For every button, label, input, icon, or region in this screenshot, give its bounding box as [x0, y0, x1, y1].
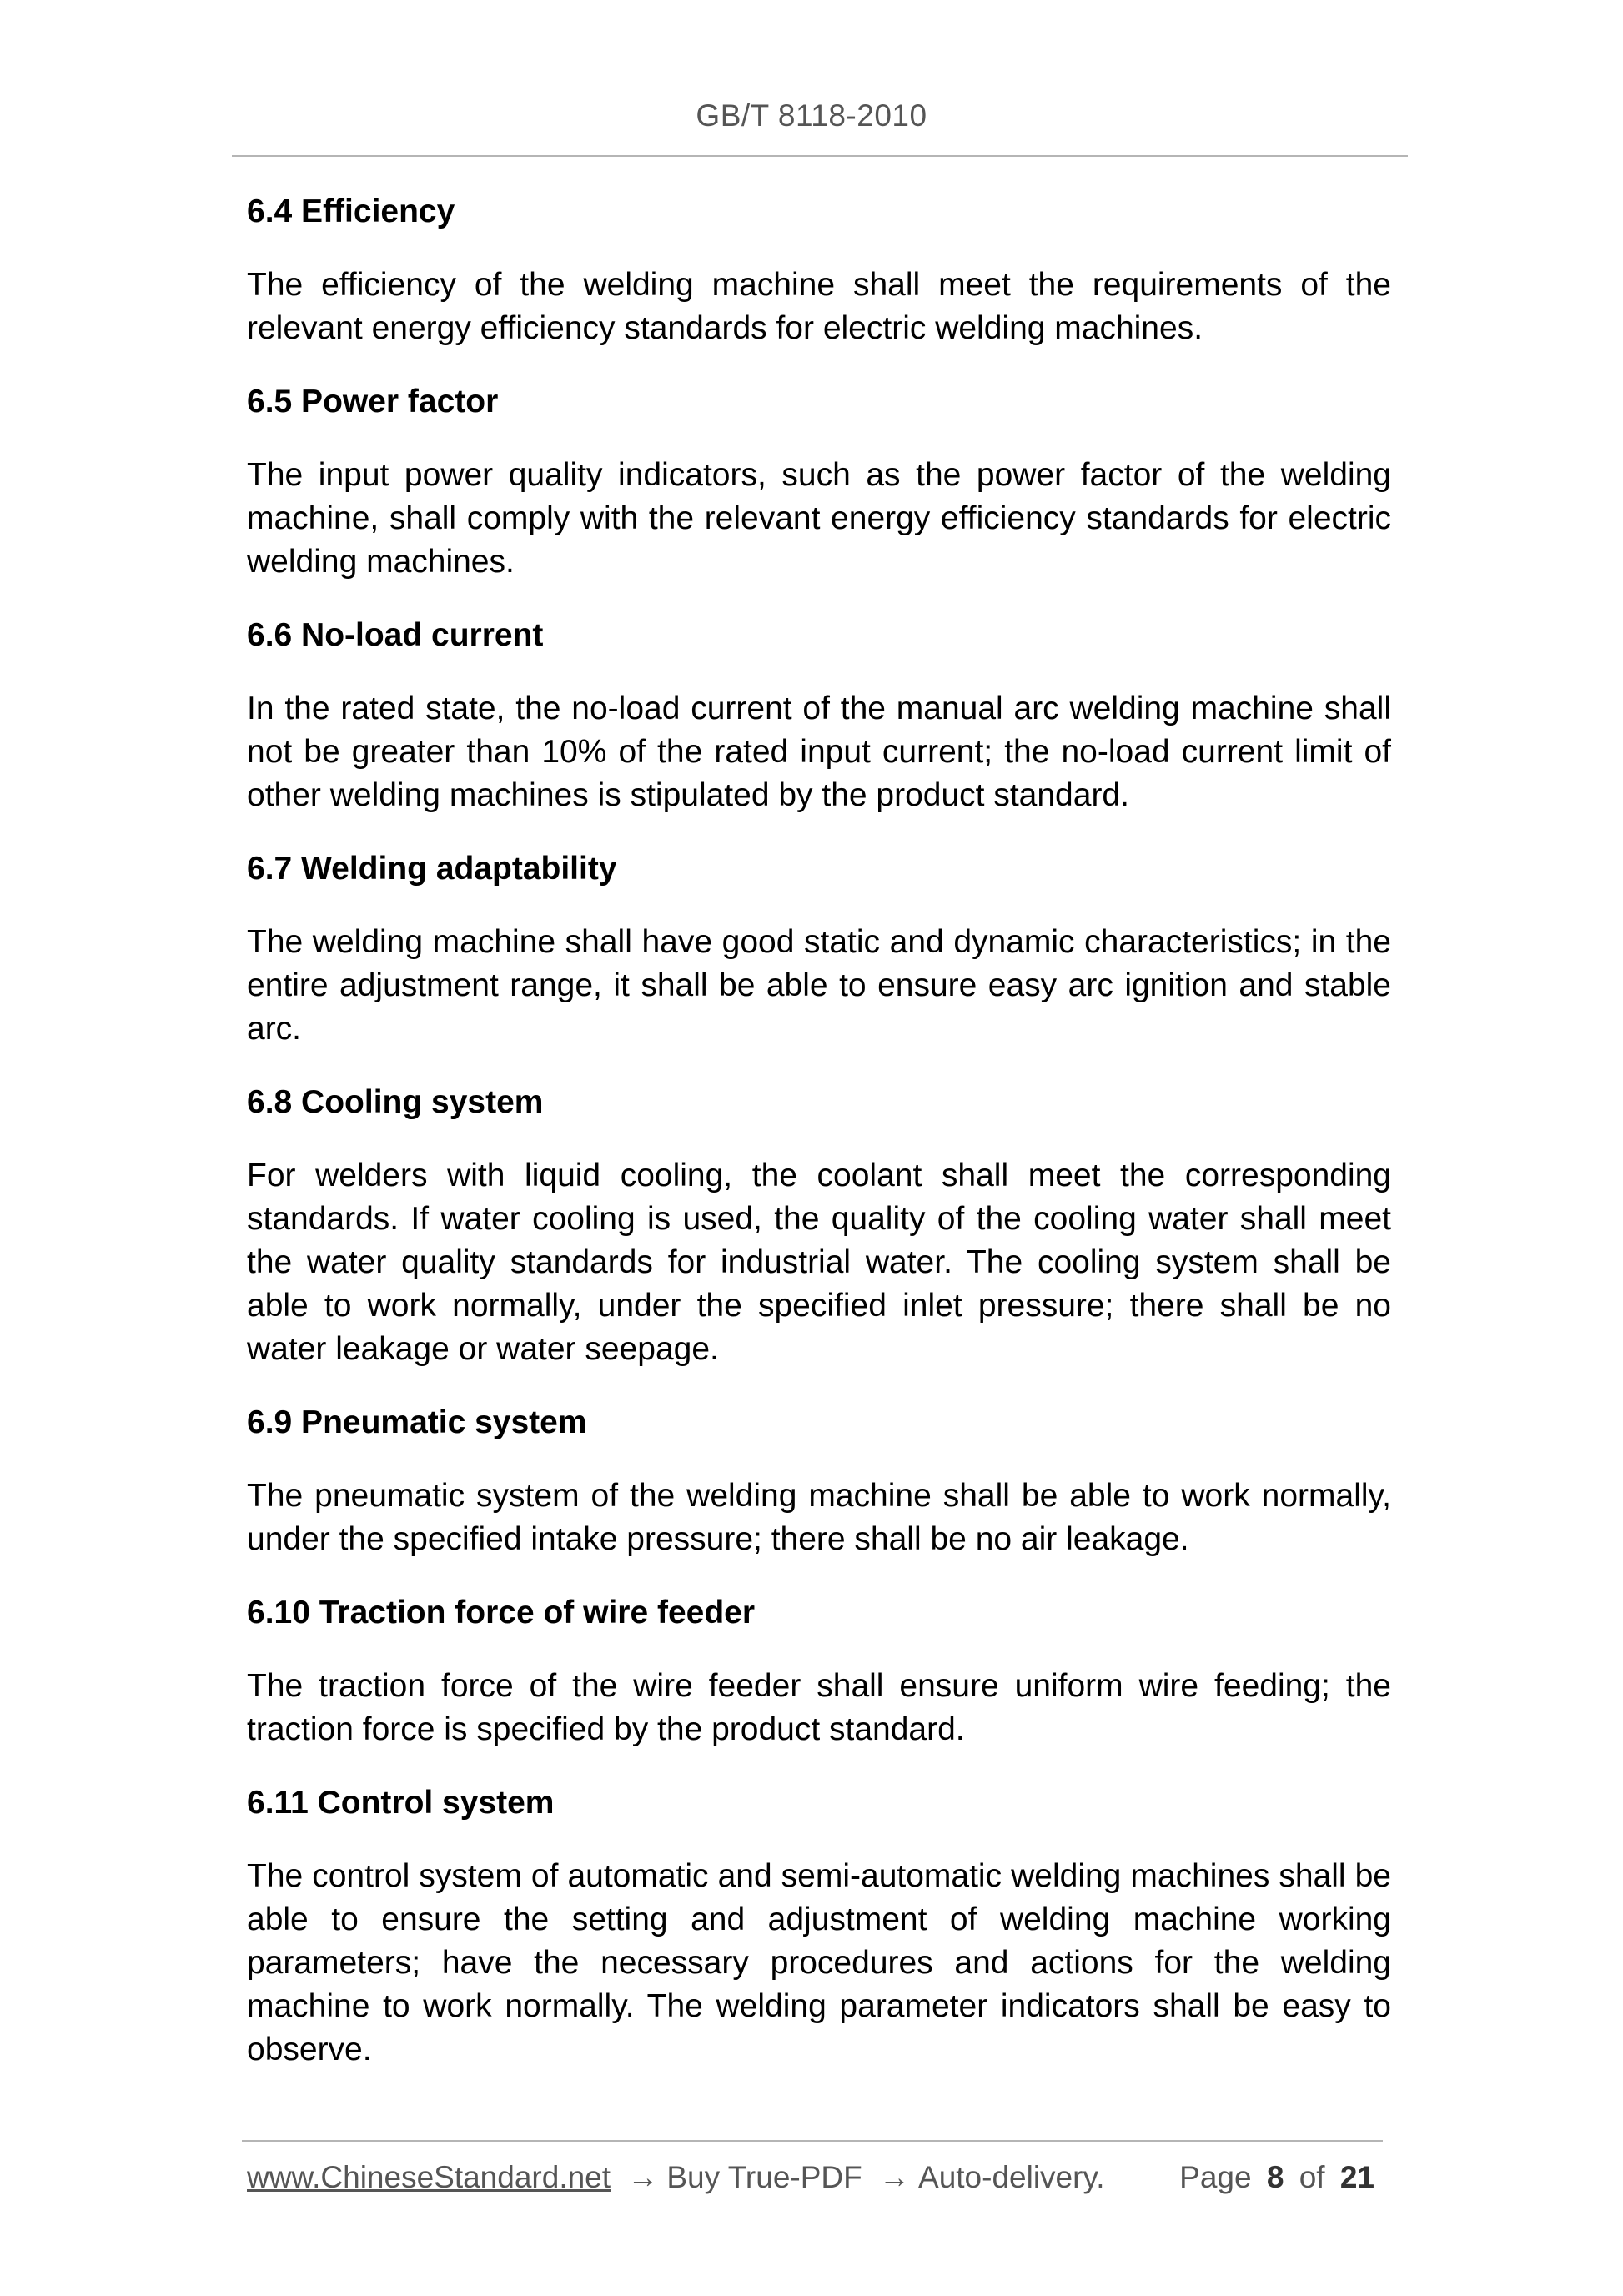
- section-heading: 6.4 Efficiency: [247, 193, 455, 229]
- document-content: [247, 190, 1391, 2102]
- section-body: The traction force of the wire feeder shall ensure uniform wire feeding; the traction force is specified by the product standard.: [247, 1668, 1391, 1747]
- page-footer: [247, 2160, 1381, 2195]
- section-body: For welders with liquid cooling, the coolant shall meet the corresponding standards. If water cooling is used, the quality of the cooling water shall meet the water quality standards for industrial water. The cooling system shall be able to work normally, under the specified inlet pressure; there shall be no water leakage or water seepage.: [247, 1158, 1391, 1367]
- page-current: 8: [1266, 2160, 1284, 2194]
- section-6-9: [247, 1401, 1391, 1561]
- section-heading: 6.7 Welding adaptability: [247, 851, 617, 887]
- section-body: In the rated state, the no-load current of the manual arc welding machine shall not be greater than 10% of the rated input current; the no-load current limit of other welding machines is stipulated by the product standard.: [247, 691, 1391, 813]
- section-6-8: [247, 1081, 1391, 1371]
- section-body: The welding machine shall have good static and dynamic characteristics; in the entire adjustment range, it shall be able to ensure easy arc ignition and stable arc.: [247, 924, 1391, 1047]
- section-6-10: [247, 1591, 1391, 1751]
- section-heading: 6.10 Traction force of wire feeder: [247, 1595, 756, 1630]
- section-6-4: [247, 190, 1391, 350]
- section-heading: 6.8 Cooling system: [247, 1084, 544, 1120]
- footer-divider: [242, 2140, 1383, 2142]
- footer-promo: [247, 2160, 1104, 2195]
- section-body: The pneumatic system of the welding machine shall be able to work normally, under the specified intake pressure; there shall be no air leakage.: [247, 1478, 1391, 1557]
- buy-text: Buy True-PDF: [666, 2160, 862, 2194]
- arrow-right-icon: →: [879, 2160, 911, 2194]
- page-header: GB/T 8118-2010: [696, 98, 927, 133]
- page-total: 21: [1339, 2160, 1374, 2194]
- section-body: The control system of automatic and semi-automatic welding machines shall be able to ensure the setting and adjustment of welding machine working parameters; have the necessary procedures and actions for the welding machine to work normally. The welding parameter indicators shall be easy to observe.: [247, 1858, 1391, 2067]
- section-6-11: [247, 1781, 1391, 2072]
- page-label: Page: [1179, 2160, 1252, 2194]
- page-number: [1179, 2160, 1381, 2195]
- section-6-6: [247, 614, 1391, 817]
- section-6-7: [247, 847, 1391, 1051]
- section-heading: 6.9 Pneumatic system: [247, 1404, 587, 1440]
- page-of: of: [1299, 2160, 1325, 2194]
- section-heading: 6.5 Power factor: [247, 384, 499, 420]
- arrow-right-icon: →: [627, 2160, 659, 2194]
- section-body: The input power quality indicators, such as the power factor of the welding machine, shall comply with the relevant energy efficiency standards for electric welding machines.: [247, 457, 1391, 580]
- delivery-text: Auto-delivery.: [918, 2160, 1105, 2194]
- section-6-5: [247, 380, 1391, 584]
- site-link[interactable]: www.ChineseStandard.net: [247, 2160, 611, 2194]
- section-heading: 6.6 No-load current: [247, 617, 544, 653]
- section-heading: 6.11 Control system: [247, 1785, 555, 1821]
- header-divider: [232, 155, 1408, 157]
- section-body: The efficiency of the welding machine shall meet the requirements of the relevant energy efficiency standards for electric welding machines.: [247, 267, 1391, 346]
